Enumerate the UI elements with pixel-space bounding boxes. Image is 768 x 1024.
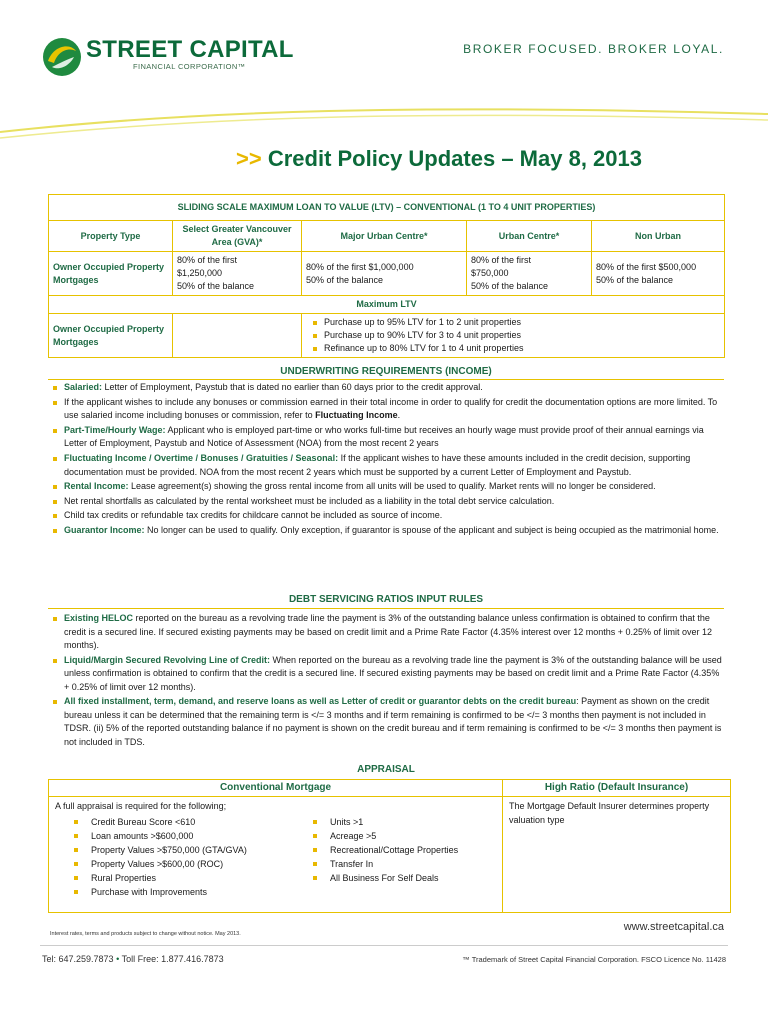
appraisal-heading: APPRAISAL [357,764,415,775]
list-item [50,424,722,451]
section-divider [48,608,724,609]
title-text: Credit Policy Updates – May 8, 2013 [267,146,642,171]
list-item: Property Values >$750,000 (GTA/GVA) [69,843,294,857]
column-header: Select Greater Vancouver Area (GVA)* [173,221,302,252]
max-ltv-row-label: Owner Occupied Property Mortgages [49,314,173,358]
cell-line: 50% of the balance [177,281,255,291]
row-label: Owner Occupied Property Mortgages [49,252,173,296]
item-text: If the applicant wishes to have these amounts included in the credit decision, supporting documentation must be provided. NOA from the most recent 2 years which must be supported by a current Letter of Employment and Paystub. [64,452,691,477]
trademark-notice: ™ Trademark of Street Capital Financial Corporation. FSCO Licence No. 11428 [462,955,726,964]
company-logo [42,36,294,77]
high-ratio-cell [503,797,731,913]
item-text: Applicant who is employed part-time or who works full-time but receives an hourly wage must provide proof of their annual earnings via Letter of Employment, Paystub and Notice of Assessment (NOA) from the most recent 2 years [64,424,704,449]
item-lead: Part-Time/Hourly Wage: [64,424,166,435]
list-item: Purchase up to 95% LTV for 1 to 2 unit properties [310,316,720,329]
column-header: Urban Centre* [467,221,592,252]
high-ratio-heading: High Ratio (Default Insurance) [503,780,731,797]
list-item: All Business For Self Deals [308,871,458,885]
item-lead: Salaried: [64,382,103,392]
list-item [50,495,722,509]
footer-divider [40,945,728,946]
list-item: Credit Bureau Score <610 [69,815,294,829]
page-header [0,0,768,140]
list-item: Purchase up to 90% LTV for 3 to 4 unit properties [310,329,720,342]
underwriting-heading: UNDERWRITING REQUIREMENTS (INCOME) [280,366,492,377]
list-item [50,612,722,653]
underwriting-list [50,381,722,539]
list-item: Rural Properties [69,871,294,885]
item-lead: Guarantor Income: [64,524,145,535]
list-item [50,654,722,695]
title-arrows: >> [236,146,262,171]
list-item [50,381,722,395]
conventional-heading: Conventional Mortgage [49,780,503,797]
item-lead: All fixed installment, term, demand, and reserve loans as well as Letter of credit or guarantor debts on the credit bureau [64,696,577,706]
cell-line: 80% of the first [177,255,238,265]
debt-servicing-list [50,612,722,750]
debt-servicing-heading: DEBT SERVICING RATIOS INPUT RULES [288,594,484,605]
conventional-cell [49,797,503,913]
street-capital-logo-icon [42,37,82,77]
max-ltv-list-cell [302,314,725,358]
header-swoosh-decoration [0,80,768,140]
appraisal-intro: A full appraisal is required for the following; [55,801,227,811]
high-ratio-text: The Mortgage Default Insurer determines property valuation type [509,801,710,825]
column-header: Property Type [49,221,173,252]
list-item: Recreational/Cottage Properties [308,843,458,857]
section-divider [48,379,724,380]
item-lead: Rental Income: [64,481,129,492]
list-item: Acreage >5 [308,829,458,843]
item-text: When reported on the bureau as a revolving trade line the payment is 3% of the outstanding balance will be used unless confirmation is obtained to confirm that the credit is a secured line. If secured existing payments may be based on credit limit and a Prime Rate Factor (4.35% + 0.25% of limit over 12 months). [64,654,722,692]
max-ltv-heading: Maximum LTV [49,296,725,314]
item-text: Net rental shortfalls as calculated by the rental worksheet must be included as a liability in the total debt service calculation. [64,495,555,506]
appraisal-right-list [308,815,458,899]
appraisal-table [48,779,731,913]
cell-line: 50% of the balance [306,274,384,285]
list-item: Units >1 [308,815,458,829]
list-item [50,396,722,423]
toll-free-number: Toll Free: 1.877.416.7873 [121,954,224,964]
item-text: No longer can be used to qualify. Only exception, if guarantor is spouse of the applicant and subject is being occupied as the matrimonial home. [144,524,719,535]
ltv-table-heading: SLIDING SCALE MAXIMUM LOAN TO VALUE (LTV) – CONVENTIONAL (1 TO 4 UNIT PROPERTIES) [49,195,725,221]
ltv-table [48,194,725,358]
item-text: : Payment as shown on the credit bureau unless it can be determined that the remaining term is </= 3 months and if term remaining is confirmed to be </= 3 months then payment is not included in TDSR. (ii) 5% of the reported outstanding balance if no payment is shown on the credit bureau and if term remaining is confirmed to be </= 3 months then payment is not included in TDS. [64,696,722,747]
footer-contact [42,954,224,964]
disclaimer: Interest rates, terms and products subject to change without notice. May 2013. [50,931,241,937]
item-text: Lease agreement(s) showing the gross rental income from all units will be used to qualify. Market rents will no longer be considered. [128,481,656,492]
item-tail: . [397,410,401,421]
list-item [50,524,722,538]
cell-line: 50% of the balance [471,281,549,291]
brand-tagline: BROKER FOCUSED. BROKER LOYAL. [463,42,724,56]
cell-line: 50% of the balance [596,274,674,285]
cell-line: 80% of the first [471,255,532,265]
cell-line: $750,000 [471,268,509,278]
item-text: Letter of Employment, Paystub that is dated no earlier than 60 days prior to the credit approval. [102,382,483,392]
list-item: Property Values >$600,00 (ROC) [69,857,294,871]
column-header: Major Urban Centre* [302,221,467,252]
list-item: Transfer In [308,857,458,871]
appraisal-left-list [69,815,294,899]
website-link[interactable]: www.streetcapital.ca [623,921,724,933]
item-text: reported on the bureau as a revolving trade line the payment is 3% of the outstanding balance unless confirmation is obtained to confirm that the credit is a secured line. If secured existing payments may be based on credit limit and a Prime Rate Factor (4.35% interest over 12 months + 0.25% of limit over 12 months). [64,613,713,650]
item-lead: Liquid/Margin Secured Revolving Line of Credit: [64,654,271,665]
list-item [50,695,722,749]
list-item [50,480,722,494]
item-lead: Existing HELOC [64,613,134,623]
separator-dot: • [116,954,120,964]
major-urban-cell [302,252,467,296]
list-item: Purchase with Improvements [69,885,294,899]
list-item [50,509,722,523]
cell-line: 80% of the first $500,000 [596,261,697,272]
gva-cell [173,252,302,296]
page-title [236,146,642,172]
empty-cell [173,314,302,358]
cell-line: $1,250,000 [177,268,223,278]
list-item [50,452,722,479]
item-text: If the applicant wishes to include any bonuses or commission earned in their total income in order to qualify for credit the documentation options are more limited. To use salaried income including bonuses or commission, refer to [64,396,718,421]
column-header: Non Urban [592,221,725,252]
item-bold: Fluctuating Income [315,410,398,421]
phone-number: Tel: 647.259.7873 [42,954,114,964]
list-item: Refinance up to 80% LTV for 1 to 4 unit properties [310,342,720,355]
brand-name: STREET CAPITAL [86,36,294,63]
non-urban-cell [592,252,725,296]
item-text: Child tax credits or refundable tax credits for childcare cannot be included as source of income. [64,510,443,521]
list-item: Loan amounts >$600,000 [69,829,294,843]
cell-line: 80% of the first $1,000,000 [306,261,414,272]
urban-cell [467,252,592,296]
brand-subtitle: FINANCIAL CORPORATION™ [133,62,246,71]
item-lead: Fluctuating Income / Overtime / Bonuses / Gratuities / Seasonal: [64,452,339,463]
